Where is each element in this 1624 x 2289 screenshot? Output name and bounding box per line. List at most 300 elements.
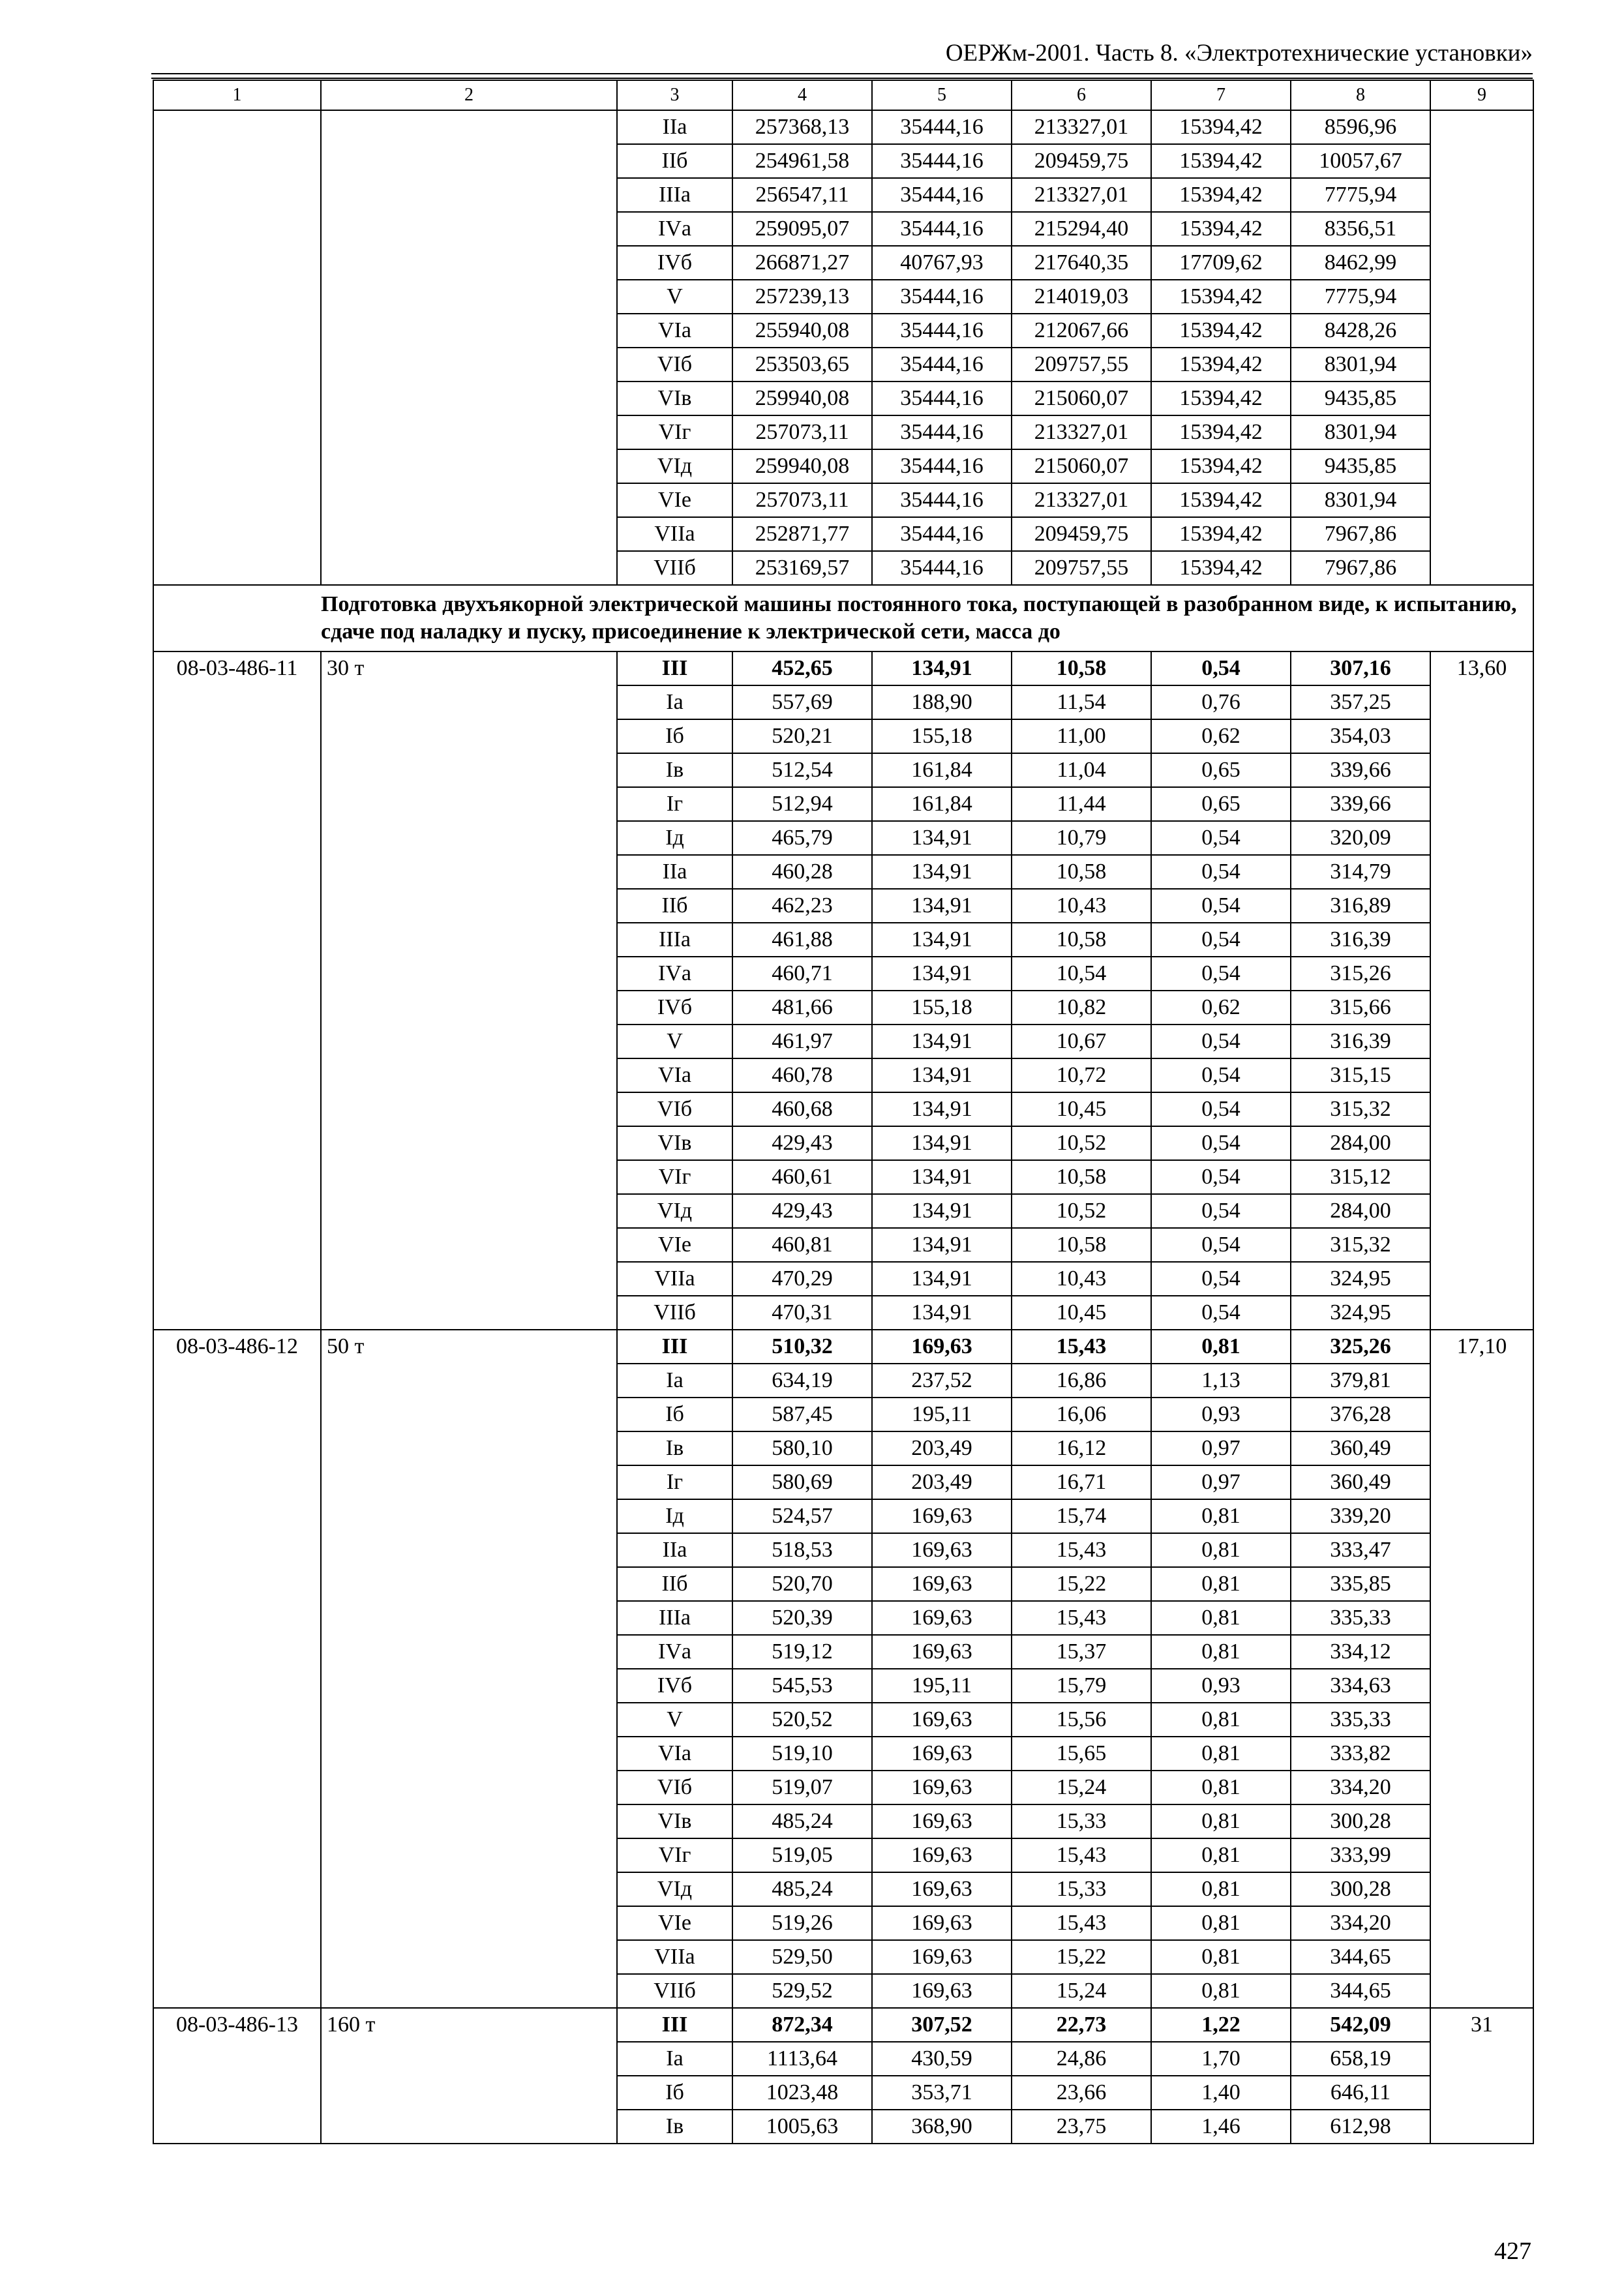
value-cell: 15,24 — [1012, 1974, 1151, 2008]
value-cell: 0,65 — [1151, 753, 1291, 787]
item-norm: 13,60 — [1430, 651, 1533, 1330]
value-cell: 0,81 — [1151, 1906, 1291, 1940]
column-number: 6 — [1012, 80, 1151, 110]
value-cell: 15394,42 — [1151, 280, 1291, 314]
value-cell: 35444,16 — [872, 348, 1012, 382]
value-cell: 15,43 — [1012, 1838, 1151, 1872]
value-cell: 452,65 — [732, 651, 872, 685]
value-cell: 0,97 — [1151, 1431, 1291, 1465]
zone-cell: Iа — [617, 685, 732, 719]
zone-cell: Iг — [617, 1465, 732, 1499]
value-cell: 0,93 — [1151, 1669, 1291, 1703]
value-cell: 15,43 — [1012, 1601, 1151, 1635]
value-cell: 334,12 — [1291, 1635, 1430, 1669]
value-cell: 169,63 — [872, 1703, 1012, 1737]
column-number-row — [153, 80, 1533, 110]
value-cell: 465,79 — [732, 821, 872, 855]
value-cell: 35444,16 — [872, 449, 1012, 483]
value-cell: 429,43 — [732, 1194, 872, 1228]
value-cell: 35444,16 — [872, 551, 1012, 585]
value-cell: 213327,01 — [1012, 415, 1151, 449]
value-cell: 368,90 — [872, 2110, 1012, 2144]
value-cell: 155,18 — [872, 719, 1012, 753]
value-cell: 0,81 — [1151, 1804, 1291, 1838]
column-number: 7 — [1151, 80, 1291, 110]
value-cell: 481,66 — [732, 991, 872, 1025]
value-cell: 0,54 — [1151, 1126, 1291, 1160]
value-cell: 284,00 — [1291, 1126, 1430, 1160]
value-cell: 1005,63 — [732, 2110, 872, 2144]
value-cell: 15394,42 — [1151, 178, 1291, 212]
value-cell: 315,12 — [1291, 1160, 1430, 1194]
value-cell: 334,63 — [1291, 1669, 1430, 1703]
value-cell: 519,05 — [732, 1838, 872, 1872]
value-cell: 0,54 — [1151, 821, 1291, 855]
zone-cell: Iд — [617, 1499, 732, 1533]
value-cell: 7967,86 — [1291, 517, 1430, 551]
value-cell: 40767,93 — [872, 246, 1012, 280]
value-cell: 254961,58 — [732, 144, 872, 178]
value-cell: 10,58 — [1012, 855, 1151, 889]
value-cell: 134,91 — [872, 1160, 1012, 1194]
zone-cell: VIб — [617, 1092, 732, 1126]
price-table — [153, 80, 1534, 2144]
value-cell: 339,66 — [1291, 787, 1430, 821]
value-cell: 237,52 — [872, 1364, 1012, 1398]
value-cell: 134,91 — [872, 889, 1012, 923]
value-cell: 266871,27 — [732, 246, 872, 280]
value-cell: 10,54 — [1012, 957, 1151, 991]
value-cell: 0,54 — [1151, 1058, 1291, 1092]
zone-cell: VIе — [617, 1906, 732, 1940]
value-cell: 35444,16 — [872, 178, 1012, 212]
item-code: 08-03-486-11 — [153, 651, 321, 1330]
zone-cell: III — [617, 2008, 732, 2042]
value-cell: 518,53 — [732, 1533, 872, 1567]
value-cell: 1,40 — [1151, 2076, 1291, 2110]
value-cell: 9435,85 — [1291, 449, 1430, 483]
value-cell: 460,81 — [732, 1228, 872, 1262]
zone-cell: IIб — [617, 144, 732, 178]
value-cell: 872,34 — [732, 2008, 872, 2042]
value-cell: 8301,94 — [1291, 483, 1430, 517]
value-cell: 15394,42 — [1151, 449, 1291, 483]
value-cell: 134,91 — [872, 1025, 1012, 1058]
value-cell: 15,74 — [1012, 1499, 1151, 1533]
value-cell: 316,39 — [1291, 1025, 1430, 1058]
value-cell: 10,45 — [1012, 1092, 1151, 1126]
table-row — [153, 651, 1533, 685]
item-code: 08-03-486-12 — [153, 1330, 321, 2008]
value-cell: 213327,01 — [1012, 178, 1151, 212]
value-cell: 35444,16 — [872, 415, 1012, 449]
value-cell: 1,22 — [1151, 2008, 1291, 2042]
value-cell: 35444,16 — [872, 517, 1012, 551]
value-cell: 460,61 — [732, 1160, 872, 1194]
zone-cell: VIе — [617, 1228, 732, 1262]
value-cell: 519,10 — [732, 1737, 872, 1771]
item-code: 08-03-486-13 — [153, 2008, 321, 2144]
column-number: 4 — [732, 80, 872, 110]
value-cell: 169,63 — [872, 1940, 1012, 1974]
value-cell: 16,06 — [1012, 1398, 1151, 1431]
zone-cell: V — [617, 280, 732, 314]
zone-cell: Iб — [617, 2076, 732, 2110]
value-cell: 15,79 — [1012, 1669, 1151, 1703]
value-cell: 0,81 — [1151, 1974, 1291, 2008]
value-cell: 10,72 — [1012, 1058, 1151, 1092]
value-cell: 485,24 — [732, 1804, 872, 1838]
zone-cell: VIг — [617, 415, 732, 449]
value-cell: 335,85 — [1291, 1567, 1430, 1601]
value-cell: 0,81 — [1151, 1567, 1291, 1601]
zone-cell: IIIа — [617, 178, 732, 212]
value-cell: 134,91 — [872, 1262, 1012, 1296]
value-cell: 510,32 — [732, 1330, 872, 1364]
value-cell: 376,28 — [1291, 1398, 1430, 1431]
value-cell: 542,09 — [1291, 2008, 1430, 2042]
zone-cell: Iа — [617, 2042, 732, 2076]
zone-cell: V — [617, 1703, 732, 1737]
value-cell: 257073,11 — [732, 415, 872, 449]
zone-cell: Iв — [617, 1431, 732, 1465]
column-number: 1 — [153, 80, 321, 110]
value-cell: 169,63 — [872, 1635, 1012, 1669]
item-mass: 30 т — [321, 651, 617, 1330]
value-cell: 15394,42 — [1151, 110, 1291, 144]
value-cell: 215060,07 — [1012, 449, 1151, 483]
zone-cell: VIIа — [617, 1940, 732, 1974]
value-cell: 0,81 — [1151, 1872, 1291, 1906]
column-number: 3 — [617, 80, 732, 110]
table-row — [153, 1330, 1533, 1364]
table-row — [153, 110, 1533, 144]
value-cell: 22,73 — [1012, 2008, 1151, 2042]
zone-cell: VIг — [617, 1160, 732, 1194]
value-cell: 529,52 — [732, 1974, 872, 2008]
column-number: 5 — [872, 80, 1012, 110]
zone-cell: IIа — [617, 855, 732, 889]
value-cell: 10,43 — [1012, 1262, 1151, 1296]
value-cell: 15,56 — [1012, 1703, 1151, 1737]
zone-cell: Iб — [617, 719, 732, 753]
value-cell: 11,00 — [1012, 719, 1151, 753]
zone-cell: IIIа — [617, 1601, 732, 1635]
value-cell: 0,54 — [1151, 923, 1291, 957]
value-cell: 257368,13 — [732, 110, 872, 144]
value-cell: 8462,99 — [1291, 246, 1430, 280]
value-cell: 334,20 — [1291, 1771, 1430, 1804]
value-cell: 0,76 — [1151, 685, 1291, 719]
value-cell: 188,90 — [872, 685, 1012, 719]
zone-cell: VIв — [617, 382, 732, 415]
value-cell: 1023,48 — [732, 2076, 872, 2110]
value-cell: 335,33 — [1291, 1703, 1430, 1737]
value-cell: 35444,16 — [872, 110, 1012, 144]
value-cell: 209459,75 — [1012, 517, 1151, 551]
value-cell: 209459,75 — [1012, 144, 1151, 178]
value-cell: 7775,94 — [1291, 280, 1430, 314]
value-cell: 214019,03 — [1012, 280, 1151, 314]
value-cell: 195,11 — [872, 1398, 1012, 1431]
value-cell: 203,49 — [872, 1465, 1012, 1499]
zone-cell: VIд — [617, 449, 732, 483]
zone-cell: IIб — [617, 889, 732, 923]
value-cell: 134,91 — [872, 923, 1012, 957]
value-cell: 16,12 — [1012, 1431, 1151, 1465]
zone-cell: IIа — [617, 110, 732, 144]
value-cell: 333,82 — [1291, 1737, 1430, 1771]
value-cell: 0,81 — [1151, 1533, 1291, 1567]
value-cell: 213327,01 — [1012, 483, 1151, 517]
value-cell: 0,81 — [1151, 1771, 1291, 1804]
value-cell: 169,63 — [872, 1330, 1012, 1364]
value-cell: 161,84 — [872, 787, 1012, 821]
value-cell: 8301,94 — [1291, 415, 1430, 449]
value-cell: 213327,01 — [1012, 110, 1151, 144]
value-cell: 8428,26 — [1291, 314, 1430, 348]
value-cell: 0,81 — [1151, 1940, 1291, 1974]
value-cell: 169,63 — [872, 1601, 1012, 1635]
value-cell: 430,59 — [872, 2042, 1012, 2076]
value-cell: 10,58 — [1012, 1160, 1151, 1194]
value-cell: 15394,42 — [1151, 348, 1291, 382]
section-title: Подготовка двухъякорной электрической машины постоянного тока, поступающей в разобранном виде, к испытанию, сдаче под наладку и пуску, присоединение к электрической сети, масса до — [153, 585, 1533, 651]
value-cell: 0,65 — [1151, 787, 1291, 821]
value-cell: 354,03 — [1291, 719, 1430, 753]
value-cell: 169,63 — [872, 1838, 1012, 1872]
zone-cell: Iб — [617, 1398, 732, 1431]
value-cell: 344,65 — [1291, 1940, 1430, 1974]
value-cell: 10,79 — [1012, 821, 1151, 855]
zone-cell: IVб — [617, 246, 732, 280]
value-cell: 634,19 — [732, 1364, 872, 1398]
value-cell: 334,20 — [1291, 1906, 1430, 1940]
value-cell: 315,32 — [1291, 1228, 1430, 1262]
zone-cell: Iд — [617, 821, 732, 855]
item-mass: 160 т — [321, 2008, 617, 2144]
value-cell: 169,63 — [872, 1533, 1012, 1567]
value-cell: 0,81 — [1151, 1838, 1291, 1872]
value-cell: 134,91 — [872, 821, 1012, 855]
zone-cell: VIIб — [617, 551, 732, 585]
value-cell: 15394,42 — [1151, 144, 1291, 178]
value-cell: 10,58 — [1012, 651, 1151, 685]
value-cell: 0,97 — [1151, 1465, 1291, 1499]
zone-cell: IVа — [617, 1635, 732, 1669]
zone-cell: Iа — [617, 1364, 732, 1398]
zone-cell: V — [617, 1025, 732, 1058]
value-cell: 519,12 — [732, 1635, 872, 1669]
value-cell: 169,63 — [872, 1737, 1012, 1771]
value-cell: 0,81 — [1151, 1601, 1291, 1635]
value-cell: 357,25 — [1291, 685, 1430, 719]
value-cell: 134,91 — [872, 1058, 1012, 1092]
value-cell: 324,95 — [1291, 1262, 1430, 1296]
value-cell: 15394,42 — [1151, 314, 1291, 348]
value-cell: 315,15 — [1291, 1058, 1430, 1092]
value-cell: 257073,11 — [732, 483, 872, 517]
value-cell: 320,09 — [1291, 821, 1430, 855]
zone-cell: VIг — [617, 1838, 732, 1872]
value-cell: 587,45 — [732, 1398, 872, 1431]
zone-cell: IIа — [617, 1533, 732, 1567]
value-cell: 379,81 — [1291, 1364, 1430, 1398]
column-number: 8 — [1291, 80, 1430, 110]
value-cell: 307,52 — [872, 2008, 1012, 2042]
value-cell: 212067,66 — [1012, 314, 1151, 348]
value-cell: 512,94 — [732, 787, 872, 821]
value-cell: 10057,67 — [1291, 144, 1430, 178]
value-cell: 580,69 — [732, 1465, 872, 1499]
value-cell: 35444,16 — [872, 280, 1012, 314]
value-cell: 300,28 — [1291, 1872, 1430, 1906]
value-cell: 0,62 — [1151, 719, 1291, 753]
value-cell: 519,07 — [732, 1771, 872, 1804]
value-cell: 524,57 — [732, 1499, 872, 1533]
value-cell: 169,63 — [872, 1567, 1012, 1601]
value-cell: 0,54 — [1151, 1194, 1291, 1228]
value-cell: 0,81 — [1151, 1499, 1291, 1533]
zone-cell: IVб — [617, 1669, 732, 1703]
section-row — [153, 585, 1533, 651]
value-cell: 15394,42 — [1151, 517, 1291, 551]
zone-cell: VIIб — [617, 1974, 732, 2008]
value-cell: 0,54 — [1151, 1092, 1291, 1126]
value-cell: 0,93 — [1151, 1398, 1291, 1431]
value-cell: 0,54 — [1151, 1262, 1291, 1296]
value-cell: 11,54 — [1012, 685, 1151, 719]
value-cell: 169,63 — [872, 1974, 1012, 2008]
zone-cell: IVа — [617, 212, 732, 246]
value-cell: 10,82 — [1012, 991, 1151, 1025]
value-cell: 8356,51 — [1291, 212, 1430, 246]
value-cell: 257239,13 — [732, 280, 872, 314]
value-cell: 1113,64 — [732, 2042, 872, 2076]
value-cell: 429,43 — [732, 1126, 872, 1160]
value-cell: 0,81 — [1151, 1635, 1291, 1669]
value-cell: 333,99 — [1291, 1838, 1430, 1872]
value-cell: 15,37 — [1012, 1635, 1151, 1669]
value-cell: 134,91 — [872, 957, 1012, 991]
value-cell: 646,11 — [1291, 2076, 1430, 2110]
value-cell: 134,91 — [872, 1194, 1012, 1228]
value-cell: 0,54 — [1151, 957, 1291, 991]
value-cell: 658,19 — [1291, 2042, 1430, 2076]
value-cell: 15394,42 — [1151, 212, 1291, 246]
value-cell: 461,97 — [732, 1025, 872, 1058]
value-cell: 169,63 — [872, 1906, 1012, 1940]
value-cell: 360,49 — [1291, 1431, 1430, 1465]
zone-cell: IVа — [617, 957, 732, 991]
value-cell: 460,68 — [732, 1092, 872, 1126]
zone-cell: Iг — [617, 787, 732, 821]
value-cell: 315,66 — [1291, 991, 1430, 1025]
value-cell: 9435,85 — [1291, 382, 1430, 415]
zone-cell: IVб — [617, 991, 732, 1025]
zone-cell: VIIб — [617, 1296, 732, 1330]
item-mass: 50 т — [321, 1330, 617, 2008]
value-cell: 580,10 — [732, 1431, 872, 1465]
value-cell: 0,54 — [1151, 651, 1291, 685]
value-cell: 485,24 — [732, 1872, 872, 1906]
value-cell: 15,33 — [1012, 1872, 1151, 1906]
value-cell: 35444,16 — [872, 212, 1012, 246]
zone-cell: IIб — [617, 1567, 732, 1601]
value-cell: 520,39 — [732, 1601, 872, 1635]
code-cell-empty — [153, 110, 321, 585]
zone-cell: IIIа — [617, 923, 732, 957]
value-cell: 557,69 — [732, 685, 872, 719]
value-cell: 169,63 — [872, 1499, 1012, 1533]
value-cell: 512,54 — [732, 753, 872, 787]
value-cell: 215294,40 — [1012, 212, 1151, 246]
value-cell: 470,29 — [732, 1262, 872, 1296]
zone-cell: VIа — [617, 1058, 732, 1092]
zone-cell: VIв — [617, 1126, 732, 1160]
value-cell: 23,75 — [1012, 2110, 1151, 2144]
value-cell: 0,54 — [1151, 889, 1291, 923]
value-cell: 460,78 — [732, 1058, 872, 1092]
norm-cell-empty — [1430, 110, 1533, 585]
zone-cell: VIд — [617, 1872, 732, 1906]
value-cell: 0,54 — [1151, 855, 1291, 889]
page-header: ОЕРЖм-2001. Часть 8. «Электротехнические установки» — [945, 40, 1533, 67]
value-cell: 15,22 — [1012, 1940, 1151, 1974]
item-norm: 17,10 — [1430, 1330, 1533, 2008]
value-cell: 15394,42 — [1151, 483, 1291, 517]
value-cell: 256547,11 — [732, 178, 872, 212]
value-cell: 470,31 — [732, 1296, 872, 1330]
value-cell: 0,62 — [1151, 991, 1291, 1025]
value-cell: 11,04 — [1012, 753, 1151, 787]
value-cell: 339,20 — [1291, 1499, 1430, 1533]
value-cell: 252871,77 — [732, 517, 872, 551]
value-cell: 134,91 — [872, 1126, 1012, 1160]
value-cell: 15394,42 — [1151, 382, 1291, 415]
value-cell: 325,26 — [1291, 1330, 1430, 1364]
value-cell: 7775,94 — [1291, 178, 1430, 212]
value-cell: 333,47 — [1291, 1533, 1430, 1567]
value-cell: 10,43 — [1012, 889, 1151, 923]
zone-cell: VIIа — [617, 1262, 732, 1296]
value-cell: 529,50 — [732, 1940, 872, 1974]
value-cell: 520,70 — [732, 1567, 872, 1601]
header-rule-double — [151, 78, 1533, 79]
value-cell: 169,63 — [872, 1872, 1012, 1906]
value-cell: 253169,57 — [732, 551, 872, 585]
value-cell: 215060,07 — [1012, 382, 1151, 415]
value-cell: 203,49 — [872, 1431, 1012, 1465]
value-cell: 520,21 — [732, 719, 872, 753]
value-cell: 0,54 — [1151, 1296, 1291, 1330]
value-cell: 316,39 — [1291, 923, 1430, 957]
value-cell: 462,23 — [732, 889, 872, 923]
value-cell: 10,58 — [1012, 923, 1151, 957]
value-cell: 15,33 — [1012, 1804, 1151, 1838]
value-cell: 519,26 — [732, 1906, 872, 1940]
value-cell: 8301,94 — [1291, 348, 1430, 382]
value-cell: 169,63 — [872, 1771, 1012, 1804]
value-cell: 195,11 — [872, 1669, 1012, 1703]
value-cell: 8596,96 — [1291, 110, 1430, 144]
zone-cell: VIа — [617, 1737, 732, 1771]
zone-cell: III — [617, 1330, 732, 1364]
value-cell: 10,45 — [1012, 1296, 1151, 1330]
value-cell: 7967,86 — [1291, 551, 1430, 585]
zone-cell: VIа — [617, 314, 732, 348]
value-cell: 460,71 — [732, 957, 872, 991]
